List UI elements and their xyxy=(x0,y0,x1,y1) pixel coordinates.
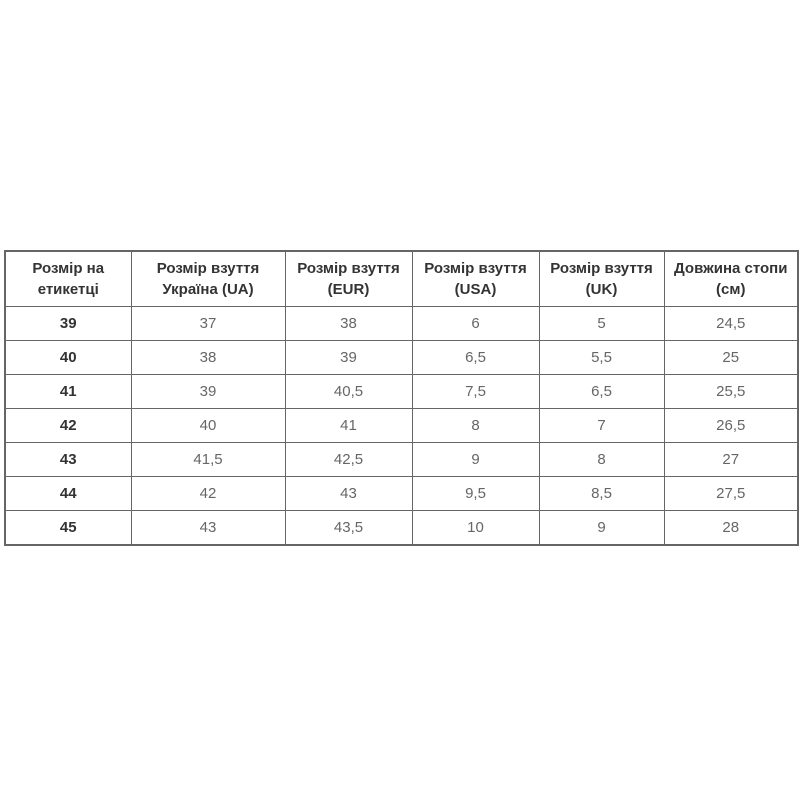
table-cell: 38 xyxy=(131,341,285,375)
table-cell: 38 xyxy=(285,307,412,341)
table-cell: 42 xyxy=(131,477,285,511)
table-cell: 43 xyxy=(285,477,412,511)
size-conversion-table xyxy=(4,250,799,546)
table-cell: 6,5 xyxy=(539,375,664,409)
table-row xyxy=(5,511,798,546)
table-cell: 6,5 xyxy=(412,341,539,375)
table-cell: 39 xyxy=(285,341,412,375)
table-cell: 28 xyxy=(664,511,798,546)
table-cell: 42,5 xyxy=(285,443,412,477)
header-cell-2: Розмір взуття (EUR) xyxy=(285,251,412,307)
table-cell: 24,5 xyxy=(664,307,798,341)
table-cell: 27,5 xyxy=(664,477,798,511)
header-cell-3: Розмір взуття (USA) xyxy=(412,251,539,307)
header-cell-4: Розмір взуття (UK) xyxy=(539,251,664,307)
table-cell: 41 xyxy=(285,409,412,443)
table-cell: 7 xyxy=(539,409,664,443)
label-size-cell: 43 xyxy=(5,443,131,477)
table-cell: 40 xyxy=(131,409,285,443)
table-cell: 8 xyxy=(412,409,539,443)
table-row xyxy=(5,341,798,375)
table-cell: 40,5 xyxy=(285,375,412,409)
header-cell-1: Розмір взуття Україна (UA) xyxy=(131,251,285,307)
table-row xyxy=(5,307,798,341)
table-cell: 39 xyxy=(131,375,285,409)
table-cell: 5 xyxy=(539,307,664,341)
size-chart-container xyxy=(4,250,799,546)
label-size-cell: 44 xyxy=(5,477,131,511)
table-row xyxy=(5,477,798,511)
label-size-cell: 41 xyxy=(5,375,131,409)
table-cell: 6 xyxy=(412,307,539,341)
table-cell: 8 xyxy=(539,443,664,477)
table-cell: 27 xyxy=(664,443,798,477)
header-cell-0: Розмір на етикетці xyxy=(5,251,131,307)
label-size-cell: 39 xyxy=(5,307,131,341)
table-cell: 9,5 xyxy=(412,477,539,511)
header-row xyxy=(5,251,798,307)
label-size-cell: 45 xyxy=(5,511,131,546)
table-cell: 43,5 xyxy=(285,511,412,546)
table-cell: 9 xyxy=(412,443,539,477)
table-row xyxy=(5,375,798,409)
table-cell: 37 xyxy=(131,307,285,341)
table-cell: 8,5 xyxy=(539,477,664,511)
table-cell: 41,5 xyxy=(131,443,285,477)
label-size-cell: 42 xyxy=(5,409,131,443)
table-cell: 26,5 xyxy=(664,409,798,443)
table-cell: 43 xyxy=(131,511,285,546)
table-cell: 25,5 xyxy=(664,375,798,409)
table-row xyxy=(5,443,798,477)
header-cell-5: Довжина стопи (см) xyxy=(664,251,798,307)
table-cell: 25 xyxy=(664,341,798,375)
table-row xyxy=(5,409,798,443)
table-cell: 10 xyxy=(412,511,539,546)
table-cell: 7,5 xyxy=(412,375,539,409)
table-cell: 9 xyxy=(539,511,664,546)
table-cell: 5,5 xyxy=(539,341,664,375)
label-size-cell: 40 xyxy=(5,341,131,375)
